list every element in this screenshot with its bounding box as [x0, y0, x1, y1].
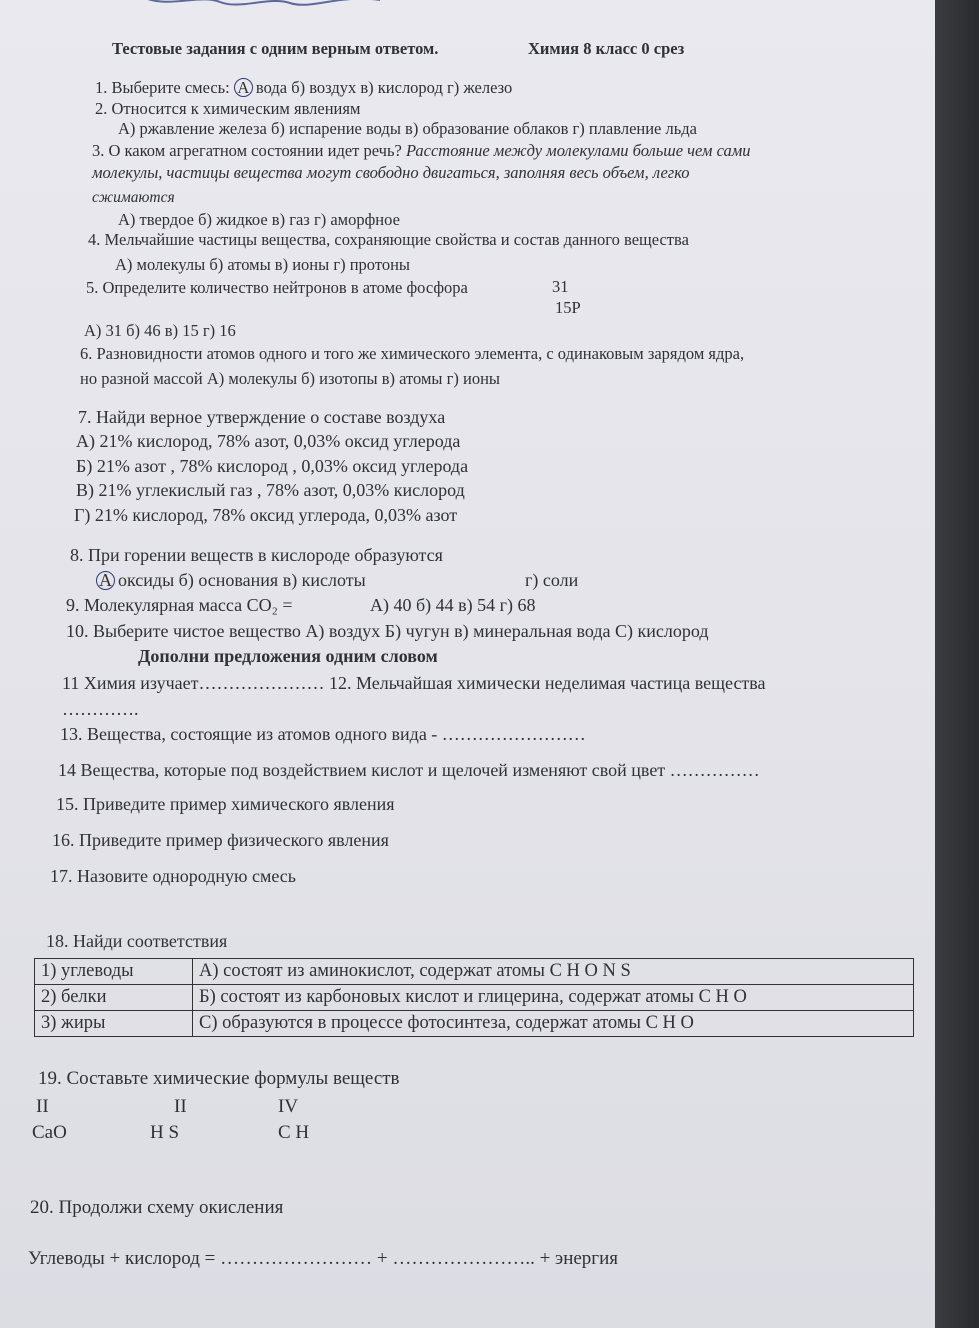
question-19: 19. Составьте химические формулы веществ: [38, 1068, 400, 1089]
formula: H S: [150, 1122, 180, 1143]
question-9: 9. Молекулярная масса CO₂ =: [66, 595, 293, 615]
question-20: 20. Продолжи схему окисления: [30, 1197, 284, 1218]
valence-label: II: [174, 1096, 187, 1117]
question-6: 6. Разновидности атомов одного и того же химического элемента, с одинаковым зарядом ядра,: [80, 344, 745, 363]
formula: C H: [278, 1122, 310, 1143]
question-3-description-end: сжимаются: [92, 189, 175, 206]
question-4-options: А) молекулы б) атомы в) ионы г) протоны: [115, 255, 411, 274]
mass-number: 31: [552, 277, 569, 296]
element-symbol: 15P: [555, 298, 581, 317]
oxidation-scheme: Углеводы + кислород = …………………… + ………………….. + энергия: [28, 1248, 619, 1269]
question-1-options: б) воздух в) кислород г) железо: [291, 78, 513, 97]
handwriting-scribble: [140, 0, 400, 8]
question-3-description-line: молекулы, частицы вещества могут свободно двигаться, заполняя весь объем, легко: [92, 163, 690, 182]
circled-answer-mark: А: [234, 78, 253, 97]
question-5: 5. Определите количество нейтронов в атоме фосфора: [86, 278, 468, 297]
question-17: 17. Назовите однородную смесь: [50, 866, 296, 886]
question-3: [92, 143, 751, 160]
question-2: 2. Относится к химическим явлениям: [95, 99, 361, 118]
table-cell-left: 3) жиры: [35, 1011, 193, 1037]
question-13: 13. Вещества, состоящие из атомов одного вида - ……………………: [60, 724, 586, 744]
question-18: 18. Найди соответствия: [46, 931, 228, 951]
question-1: [95, 78, 512, 97]
answer-blank: ………….: [62, 699, 139, 719]
table-cell-left: 1) углеводы: [35, 959, 193, 985]
question-8-last-option: г) соли: [525, 570, 579, 590]
question-3-text: 3. О каком агрегатном состоянии идет речь?: [92, 141, 402, 160]
question-7-option: Б) 21% азот , 78% кислород , 0,03% оксид углерода: [76, 456, 469, 476]
question-14: 14 Вещества, которые под воздействием кислот и щелочей изменяют свой цвет ……………: [58, 760, 760, 780]
valence-label: II: [36, 1096, 49, 1117]
question-10: 10. Выберите чистое вещество А) воздух Б) чугун в) минеральная вода С) кислород: [66, 621, 709, 641]
question-5-options: А) 31 б) 46 в) 15 г) 16: [84, 321, 236, 340]
question-3-description: Расстояние между молекулами больше чем сами: [405, 141, 751, 160]
circled-answer-mark: А: [96, 571, 115, 590]
question-4: 4. Мельчайшие частицы вещества, сохраняющие свойства и состав данного вещества: [88, 230, 689, 249]
question-8: 8. При горении веществ в кислороде образуются: [70, 545, 443, 565]
question-11-12: 11 Химия изучает………………… 12. Мельчайшая химически неделимая частица вещества: [62, 673, 766, 693]
question-1-answer: вода: [255, 78, 288, 97]
question-6-options: но разной массой А) молекулы б) изотопы в) атомы г) ионы: [80, 369, 501, 388]
question-7-option: А) 21% кислород, 78% азот, 0,03% оксид углерода: [76, 431, 461, 451]
page-title: Тестовые задания с одним верным ответом.: [112, 39, 439, 58]
subject-label: Химия 8 класс 0 срез: [528, 39, 685, 58]
table-cell-right: А) состоят из аминокислот, содержат атомы С Н О N S: [193, 959, 914, 985]
question-7: 7. Найди верное утверждение о составе воздуха: [78, 407, 446, 427]
formula: CaO: [32, 1122, 67, 1143]
question-9-options: А) 40 б) 44 в) 54 г) 68: [370, 595, 536, 615]
table-row: [35, 985, 914, 1011]
dark-background-edge: [935, 0, 979, 1328]
valence-label: IV: [278, 1096, 299, 1117]
question-7-option: В) 21% углекислый газ , 78% азот, 0,03% кислород: [76, 480, 465, 500]
question-7-option: Г) 21% кислород, 78% оксид углерода, 0,03% азот: [74, 505, 458, 525]
question-3-options: А) твердое б) жидкое в) газ г) аморфное: [118, 210, 400, 229]
question-15: 15. Приведите пример химического явления: [56, 794, 395, 814]
table-cell-right: Б) состоят из карбоновых кислот и глицерина, содержат атомы С Н О: [193, 985, 914, 1011]
table-row: [35, 959, 914, 985]
table-cell-right: С) образуются в процессе фотосинтеза, содержат атомы С Н О: [193, 1011, 914, 1037]
matching-table: [34, 958, 914, 1037]
question-8-options: [96, 571, 366, 590]
question-1-text: 1. Выберите смесь:: [95, 78, 230, 97]
question-2-options: А) ржавление железа б) испарение воды в) образование облаков г) плавление льда: [118, 119, 697, 138]
question-16: 16. Приведите пример физического явления: [52, 830, 389, 850]
question-8-answer: оксиды: [118, 570, 175, 590]
table-row: [35, 1011, 914, 1037]
table-cell-left: 2) белки: [35, 985, 193, 1011]
section-title: Дополни предложения одним словом: [138, 646, 438, 666]
question-8-rest: б) основания в) кислоты: [178, 570, 366, 590]
